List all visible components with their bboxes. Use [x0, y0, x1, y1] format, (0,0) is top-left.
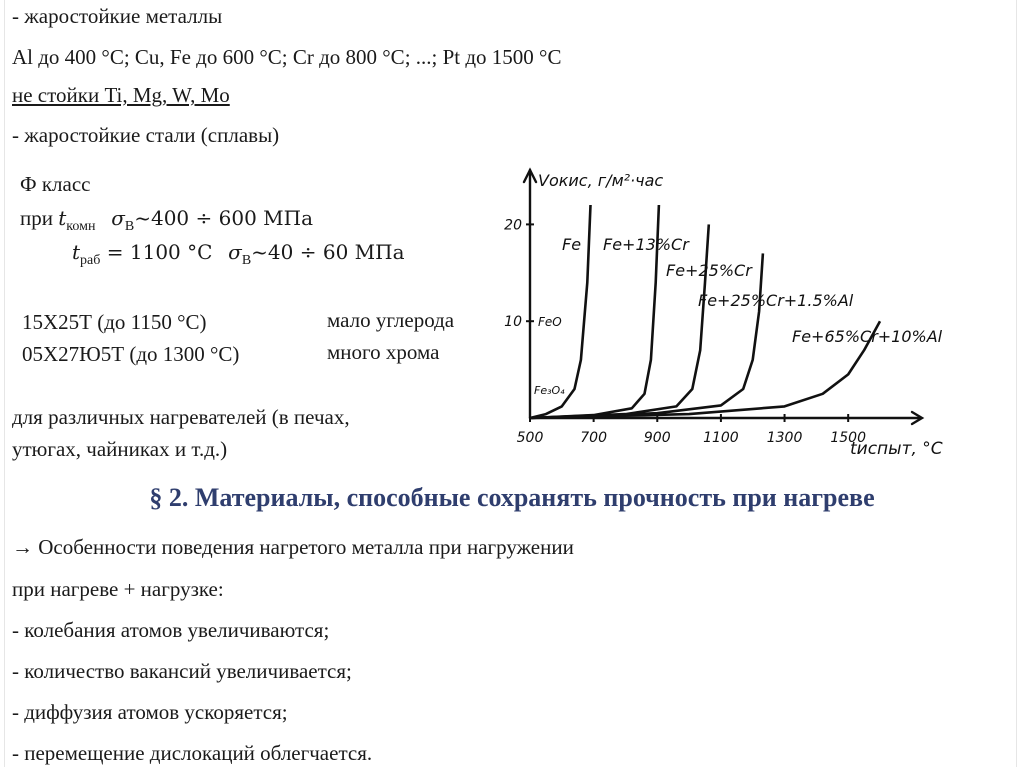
- body-line-vacancies: - количество вакансий увеличивается;: [12, 659, 352, 683]
- heaters-line-1: для различных нагревателей (в печах,: [12, 405, 350, 429]
- oxide-label-fe3o4: Fe₃O₄: [534, 384, 565, 397]
- body-line-atom-vibrations: - колебания атомов увеличиваются;: [12, 618, 330, 642]
- sigma-symbol: σ: [228, 240, 242, 264]
- steel-grade-2: 05Х27Ю5Т (до 1300 °C): [22, 342, 240, 366]
- body-line-dislocations: - перемещение дислокаций облегчается.: [12, 741, 373, 765]
- row1-value: ~400 ÷ 600 МПа: [134, 206, 313, 230]
- series-label: Fe+65%Cr+10%Al: [792, 327, 943, 346]
- steel-grade-1: 15Х25Т (до 1150 °C): [22, 310, 207, 334]
- series-label: Fe: [562, 235, 582, 254]
- note-low-carbon: мало углерода: [327, 308, 455, 332]
- work-temp-value: = 1100 °C: [100, 240, 213, 264]
- x-tick-label: 1300: [766, 430, 803, 446]
- right-margin-line: [1016, 0, 1017, 767]
- x-tick-label: 500: [516, 430, 544, 446]
- row1-prefix: при: [20, 206, 59, 230]
- line-not-resistant: не стойки Ti, Mg, W, Mo: [12, 83, 230, 107]
- t-subscript: раб: [80, 253, 101, 269]
- x-tick-label: 900: [643, 430, 671, 446]
- line-metal-limits: Al до 400 °C; Cu, Fe до 600 °C; Cr до 800 °C; ...; Pt до 1500 °C: [12, 45, 562, 69]
- chart-curves: [530, 205, 880, 418]
- ferrite-room-temp-row: [20, 205, 313, 240]
- row2-value: ~40 ÷ 60 МПа: [251, 240, 405, 264]
- body-line-arrow: → Особенности поведения нагретого металла при нагружении: [12, 535, 574, 559]
- x-tick-label: 1500: [830, 430, 867, 446]
- note-high-chromium: много хрома: [327, 340, 440, 364]
- section-heading: § 2. Материалы, способные сохранять прочность при нагреве: [149, 483, 875, 512]
- line-heat-resistant-metals: - жаростойкие металлы: [12, 4, 223, 28]
- body-line-heating-load: при нагреве + нагрузке:: [12, 577, 224, 601]
- ferrite-class-title: Ф класс: [20, 172, 91, 196]
- y-tick-label: 10: [504, 314, 522, 331]
- x-tick-label: 700: [580, 430, 608, 446]
- heaters-line-2: утюгах, чайниках и т.д.): [12, 437, 228, 461]
- oxide-label-feo: FeO: [538, 315, 562, 330]
- sigma-symbol: σ: [111, 206, 125, 230]
- x-axis-label: tиспыт, °C: [850, 439, 943, 459]
- series-label: Fe+13%Cr: [603, 235, 689, 254]
- oxidation-rate-chart: [500, 158, 1005, 468]
- series-label: Fe+25%Cr: [666, 261, 752, 280]
- y-axis-label: Vокис, г/м²·час: [538, 171, 664, 190]
- t-subscript: комн: [66, 219, 96, 235]
- series-label: Fe+25%Cr+1.5%Al: [698, 291, 854, 310]
- t-symbol: t: [58, 206, 67, 230]
- left-margin-line: [4, 0, 5, 767]
- ferrite-work-temp-row: [72, 239, 405, 274]
- line-heat-resistant-steels: - жаростойкие стали (сплавы): [12, 123, 280, 147]
- x-tick-label: 1100: [703, 430, 739, 446]
- sigma-subscript: В: [241, 253, 252, 269]
- sigma-subscript: В: [124, 219, 135, 235]
- body-line-diffusion: - диффузия атомов ускоряется;: [12, 700, 288, 724]
- t-symbol: t: [72, 240, 81, 264]
- y-tick-label: 20: [504, 217, 522, 234]
